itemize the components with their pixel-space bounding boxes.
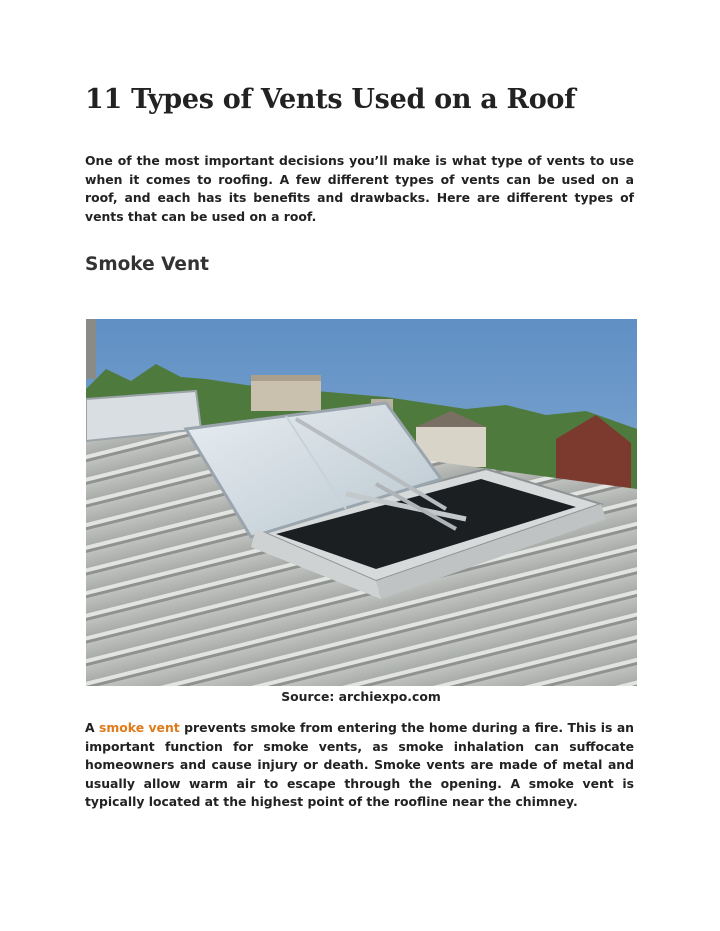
paragraph-rest: prevents smoke from entering the home during a fire. This is an important function for smoke vents, as smoke inhalation can suffocate homeowners and cause injury or death. Smoke vents are made of metal and usually allow warm air to escape through the opening. A smoke vent is typically located at the highest point of the roofline near the chimney. [85, 720, 634, 810]
smoke-vent-paragraph [85, 719, 634, 812]
paragraph-lead: A [85, 720, 99, 735]
image-caption: Source: archiexpo.com [281, 689, 441, 704]
section-heading-smoke-vent: Smoke Vent [85, 254, 209, 275]
page-title: 11 Types of Vents Used on a Roof [85, 84, 576, 115]
smoke-vent-illustration [86, 319, 637, 686]
intro-paragraph: One of the most important decisions you’ll make is what type of vents to use when it comes to roofing. A few different types of vents can be used on a roof, and each has its benefits and drawbacks. Here are different types of vents that can be used on a roof. [85, 153, 634, 224]
smoke-vent-photo [86, 319, 637, 686]
smoke-vent-link[interactable]: smoke vent [98, 720, 180, 735]
